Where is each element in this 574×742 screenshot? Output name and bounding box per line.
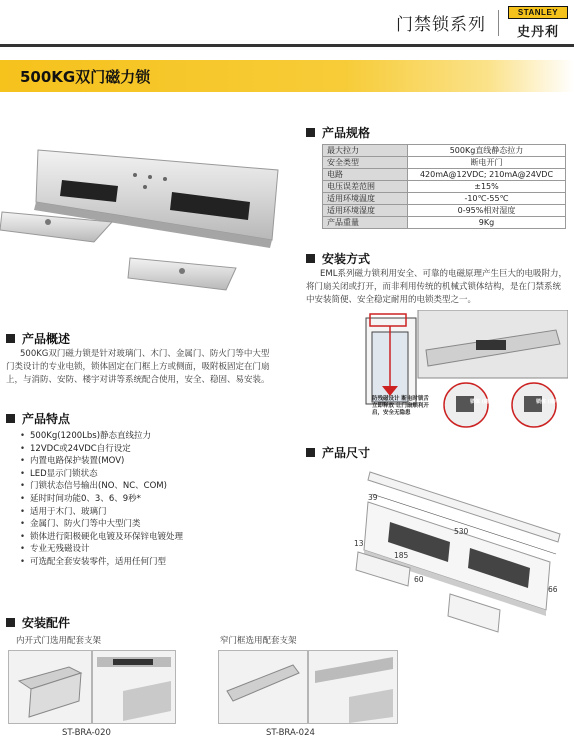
stanley-logo	[508, 6, 568, 40]
table-row: 适用环境温度 -10℃-55℃	[323, 193, 566, 205]
product-image	[0, 140, 300, 295]
dimensions-heading: 产品尺寸	[306, 444, 370, 461]
accessory-code-right: ST-BRA-024	[266, 728, 315, 738]
lock-label-a: 锁体 (磁电)	[470, 399, 497, 405]
spec-table	[322, 144, 566, 229]
accessory-caption-left: 内开式门选用配套支架	[16, 636, 102, 646]
square-bullet-icon	[306, 254, 315, 263]
dim-label: 185	[394, 551, 409, 560]
dim-label: 60	[414, 575, 424, 584]
bracket-image	[218, 650, 308, 724]
list-item: • 内置电路保护装置(MOV)	[20, 455, 270, 468]
install-photo	[308, 650, 398, 724]
table-row: 最大拉力 500Kg直线静态拉力	[323, 145, 566, 157]
logo-cn: 史丹利	[516, 25, 559, 40]
square-bullet-icon	[306, 448, 315, 457]
overview-text: 500KG双门磁力锁是针对玻璃门、木门、金属门、防火门等中大型门类设计的专业电锁，锁体固定在门框上方或侧面，吸附板固定在门扇上，与消防、安防、楼宇对讲等系统配合使用，安全、稳固、易安装。	[6, 349, 270, 385]
features-list	[20, 430, 270, 569]
square-bullet-icon	[6, 414, 15, 423]
list-item: • 金属门、防火门等中大型门类	[20, 518, 270, 531]
table-row: 安全类型 断电开门	[323, 157, 566, 169]
install-text: EML系列磁力锁利用安全、可靠的电磁原理产生巨大的电吸附力，将门扇关闭或打开，而非利用传统的机械式锁体结构，是在门禁系统中安装简便、安全稳定耐用的电锁类型之一。	[306, 269, 567, 305]
bracket-image	[8, 650, 92, 724]
features-heading: 产品特点	[6, 410, 70, 427]
logo-text: STANLEY	[508, 6, 568, 19]
lock-label-b: 锁体 (磁电)	[536, 399, 563, 405]
series-title: 门禁锁系列	[396, 15, 486, 35]
product-title: 500KG双门磁力锁	[20, 68, 151, 86]
accessory-caption-right: 窄门框选用配套支架	[220, 636, 297, 646]
dim-label: 530	[454, 527, 469, 536]
list-item: • 12VDC或24VDC自行设定	[20, 443, 270, 456]
specs-heading: 产品规格	[306, 124, 370, 141]
install-note: 防残磁设计 断电时锁舌立即释放 让门扇顺利开启，安全无隐患	[372, 396, 429, 416]
install-photo	[92, 650, 176, 724]
dim-label: 39	[368, 493, 378, 502]
accessory-code-left: ST-BRA-020	[62, 728, 111, 738]
square-bullet-icon	[306, 128, 315, 137]
table-row: 适用环境湿度 0-95%相对湿度	[323, 205, 566, 217]
dimension-drawing	[350, 462, 570, 642]
list-item: • 专业无残磁设计	[20, 543, 270, 556]
table-row: 产品重量 9Kg	[323, 217, 566, 229]
square-bullet-icon	[6, 618, 15, 627]
list-item: • 适用于木门、玻璃门	[20, 506, 270, 519]
dim-label: 66	[548, 585, 558, 594]
install-heading: 安装方式	[306, 250, 370, 267]
square-bullet-icon	[6, 334, 15, 343]
table-row: 电压误差范围 ±15%	[323, 181, 566, 193]
list-item: • 延时时间功能0、3、6、9秒*	[20, 493, 270, 506]
list-item: • 锁体进行阳极硬化电镀及环保锌电镀处理	[20, 531, 270, 544]
list-item: • 可选配全套安装零件，适用任何门型	[20, 556, 270, 569]
table-row: 电路 420mA@12VDC; 210mA@24VDC	[323, 169, 566, 181]
list-item: • LED显示门锁状态	[20, 468, 270, 481]
header-rule	[0, 44, 574, 47]
accessories-heading: 安装配件	[6, 614, 70, 631]
overview-heading: 产品概述	[6, 330, 70, 347]
list-item: • 500Kg(1200Lbs)静态直线拉力	[20, 430, 270, 443]
list-item: • 门锁状态信号输出(NO、NC、COM)	[20, 480, 270, 493]
header-divider	[498, 10, 499, 36]
dim-label: 13	[354, 539, 364, 548]
